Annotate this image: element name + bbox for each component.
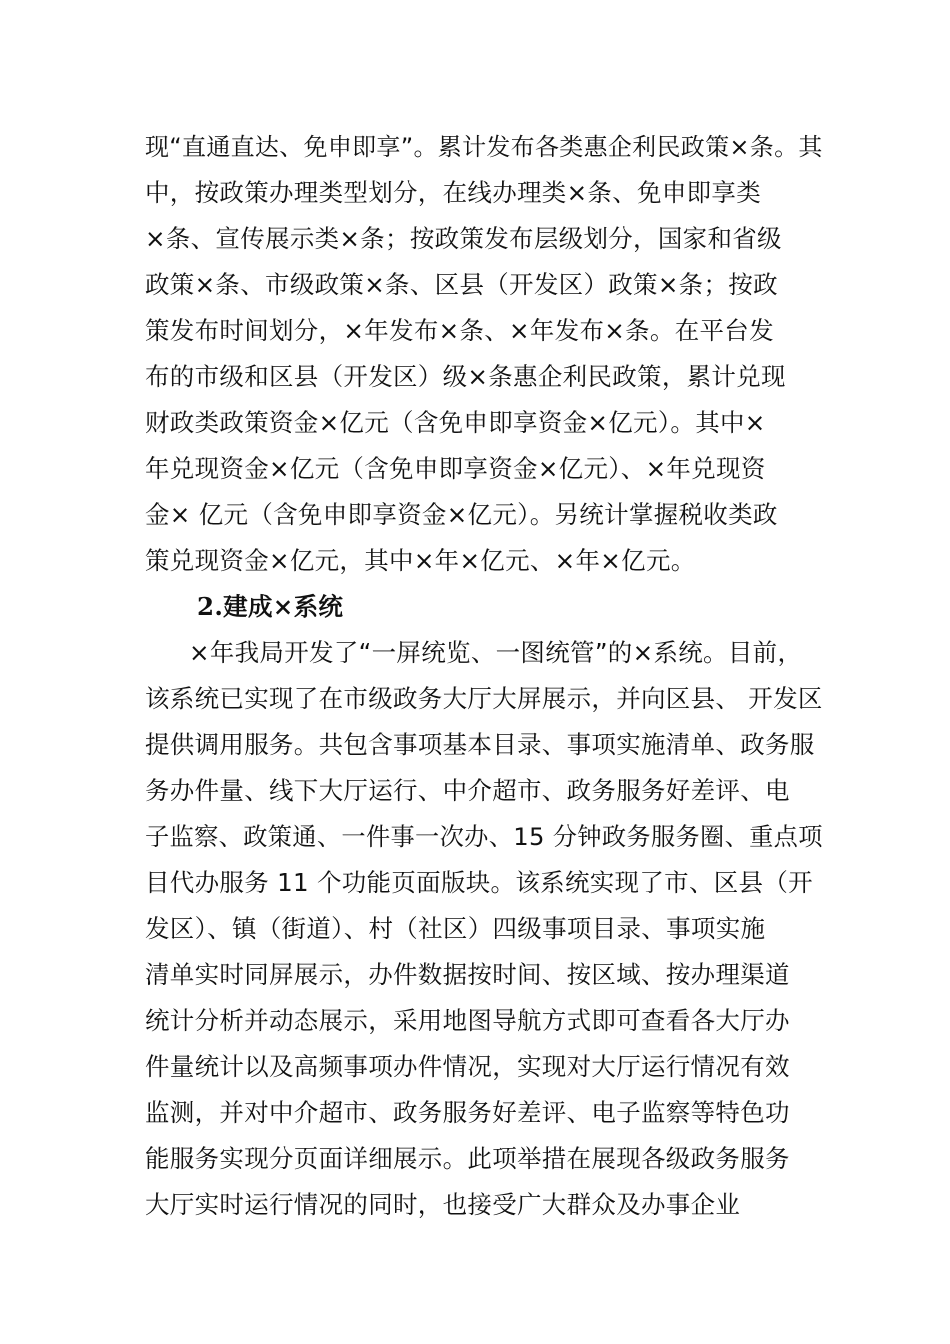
document-body (145, 124, 825, 1228)
paragraph-line: 件量统计以及高频事项办件情况，实现对大厅运行情况有效 (145, 1052, 790, 1081)
paragraph-line: 提供调用服务。共包含事项基本目录、事项实施清单、政务服 (145, 730, 815, 759)
paragraph-line: 财政类政策资金×亿元（含免申即享资金×亿元）。其中× (145, 408, 766, 437)
section-heading: 2.建成×系统 (197, 592, 344, 621)
paragraph-line: 发区）、镇（街道）、村（社区）四级事项目录、事项实施 (145, 914, 766, 943)
paragraph-line: 年兑现资金×亿元（含免申即享资金×亿元）、×年兑现资 (145, 454, 766, 483)
paragraph-line: ×条、宣传展示类×条；按政策发布层级划分，国家和省级 (145, 224, 782, 253)
paragraph-line: 监测，并对中介超市、政务服务好差评、电子监察等特色功 (145, 1098, 790, 1127)
paragraph-line: 现“直通直达、免申即享”。累计发布各类惠企利民政策×条。其 (145, 133, 823, 161)
paragraph-line: 该系统已实现了在市级政务大厅大屏展示，并向区县、 开发区 (145, 684, 823, 713)
paragraph-line: 务办件量、线下大厅运行、中介超市、政务服务好差评、电 (145, 776, 790, 805)
paragraph-line: 子监察、政策通、一件事一次办、15 分钟政务服务圈、重点项 (145, 822, 823, 851)
paragraph-line: 清单实时同屏展示，办件数据按时间、按区域、按办理渠道 (145, 960, 790, 989)
paragraph-line: 统计分析并动态展示，采用地图导航方式即可查看各大厅办 (145, 1006, 790, 1035)
paragraph-first-line: ×年我局开发了“一屏统览、一图统管”的×系统。目前， (189, 638, 803, 667)
paragraph-line: 布的市级和区县（开发区）级×条惠企利民政策，累计兑现 (145, 362, 786, 391)
paragraph-line: 金× 亿元（含免申即享资金×亿元）。另统计掌握税收类政 (145, 500, 778, 529)
paragraph-line: 目代办服务 11 个功能页面版块。该系统实现了市、区县（开 (145, 868, 813, 897)
paragraph-line: 策发布时间划分，×年发布×条、×年发布×条。在平台发 (145, 316, 774, 345)
paragraph-line: 能服务实现分页面详细展示。此项举措在展现各级政务服务 (145, 1144, 790, 1173)
paragraph-line: 大厅实时运行情况的同时，也接受广大群众及办事企业 (145, 1190, 741, 1219)
paragraph-line: 中，按政策办理类型划分，在线办理类×条、免申即享类 (145, 178, 762, 207)
paragraph-line: 策兑现资金×亿元，其中×年×亿元、×年×亿元。 (145, 546, 696, 575)
paragraph-line: 政策×条、市级政策×条、区县（开发区）政策×条；按政 (145, 270, 778, 299)
